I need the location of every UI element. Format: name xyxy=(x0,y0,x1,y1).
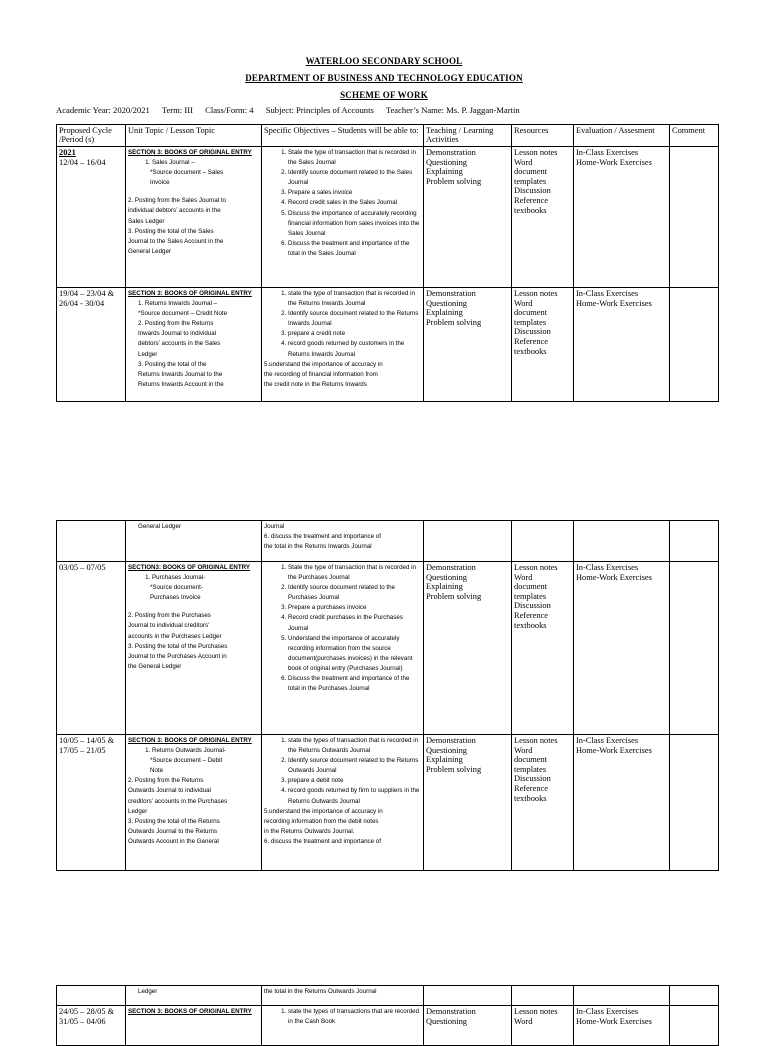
table-row xyxy=(57,735,719,871)
objectives-cell: Journal 6. discuss the treatment and importance of the total in the Returns Inwards Journal xyxy=(262,521,424,562)
activities-cell: Demonstration Questioning Explaining Problem solving xyxy=(424,288,512,402)
topic-cell: SECTION3: BOOKS OF ORIGINAL ENTRY 1. Purchases Journal- *Source document- Purchases Invoice 2. Posting from the Purchases Journal to individual creditors’ accounts in the Purchases Ledger 3. Posting the total of the Purchases Journal to the Purchases Account in the General Ledger xyxy=(126,562,262,735)
academic-year: Academic Year: 2020/2021 xyxy=(56,105,150,115)
section-title: SECTION 3: BOOKS OF ORIGINAL ENTRY xyxy=(128,1008,252,1015)
term: Term: III xyxy=(161,105,193,115)
period-cell xyxy=(57,521,126,562)
scheme-table-page-1 xyxy=(56,124,719,402)
evaluation-cell: In-Class Exercises Home-Work Exercises xyxy=(574,288,670,402)
period-cell xyxy=(57,147,126,288)
period-cell: 19/04 – 23/04 & 26/04 - 30/04 xyxy=(57,288,126,402)
year: 2021 xyxy=(59,148,76,157)
resources-cell xyxy=(512,521,574,562)
scheme-table-page-2 xyxy=(56,520,719,871)
section-title: SECTION 3: BOOKS OF ORIGINAL ENTRY xyxy=(128,149,252,156)
meta-line xyxy=(56,105,530,115)
table-row xyxy=(57,288,719,402)
resources-cell: Lesson notes Word document templates Discussion Reference textbooks xyxy=(512,562,574,735)
evaluation-cell xyxy=(574,521,670,562)
class-form: Class/Form: 4 xyxy=(205,105,254,115)
evaluation-cell: In-Class Exercises Home-Work Exercises xyxy=(574,562,670,735)
resources-cell: Lesson notes Word xyxy=(512,1006,574,1046)
col-header-topic: Unit Topic / Lesson Topic xyxy=(126,125,262,147)
period: 12/04 – 16/04 xyxy=(59,157,106,167)
evaluation-cell xyxy=(574,986,670,1006)
objectives-cell: 1. State the type of transaction that is recorded in the Purchases Journal 2. Identify source document related to the Purchases Journal 3. Prepare a purchases invoice 4. Record credit purchases in the Purchases Journal 5. Understand the importance of accurately recording information from the source document(purchases invoices) in the relevant book of original entry (Purchases Journal) 6. Discuss the treatment and importance of the total in the Purchases Journal xyxy=(262,562,424,735)
table-row xyxy=(57,521,719,562)
resources-cell: Lesson notes Word document templates Discussion Reference textbooks xyxy=(512,735,574,871)
topic-cell xyxy=(126,1006,262,1046)
comment-cell xyxy=(670,735,719,871)
activities-cell: Demonstration Questioning xyxy=(424,1006,512,1046)
objectives-cell: 1. state the types of transaction that is recorded in the Returns Outwards Journal 2. Identify source document related to the Returns Outwards Journal 3. prepare a debit note 4. record goods returned by firm to suppliers in the Returns Outwards Journal 5.understand the importance of accuracy in recording information from the debit notes in the Returns Outwards Journal. 6. discuss the treatment and importance of xyxy=(262,735,424,871)
comment-cell xyxy=(670,986,719,1006)
scheme-table-page-3 xyxy=(56,985,719,1046)
section-title: SECTION 3: BOOKS OF ORIGINAL ENTRY xyxy=(128,737,252,744)
comment-cell xyxy=(670,147,719,288)
table-row xyxy=(57,1006,719,1046)
table-row xyxy=(57,986,719,1006)
evaluation-cell: In-Class Exercises Home-Work Exercises xyxy=(574,147,670,288)
topic-cell: Ledger xyxy=(126,986,262,1006)
comment-cell xyxy=(670,562,719,735)
col-header-evaluation: Evaluation / Assesment xyxy=(574,125,670,147)
comment-cell xyxy=(670,1006,719,1046)
teacher-name: Teacher’s Name: Ms. P. Jaggan-Martin xyxy=(385,105,520,115)
activities-cell xyxy=(424,986,512,1006)
school-name: WATERLOO SECONDARY SCHOOL xyxy=(305,56,463,66)
col-header-activities: Teaching / Learning Activities xyxy=(424,125,512,147)
topic-cell: SECTION 3: BOOKS OF ORIGINAL ENTRY 1. Returns Inwards Journal – *Source document – Credit Note 2. Posting from the Returns Inwards Journal to individual debtors’ accounts in the Sales Ledger 3. Posting the total of the Returns Inwards Journal to the Returns Inwards Account in the xyxy=(126,288,262,402)
activities-cell: Demonstration Questioning Explaining Problem solving xyxy=(424,147,512,288)
comment-cell xyxy=(670,288,719,402)
objectives-cell: the total in the Returns Outwards Journal xyxy=(262,986,424,1006)
subject: Subject: Principles of Accounts xyxy=(265,105,374,115)
topic-item: 1. Sales Journal – xyxy=(152,158,259,168)
objectives-cell: 1. state the types of transactions that are recorded in the Cash Book xyxy=(262,1006,424,1046)
period-cell: 10/05 – 14/05 & 17/05 – 21/05 xyxy=(57,735,126,871)
section-title: SECTION3: BOOKS OF ORIGINAL ENTRY xyxy=(128,564,251,571)
col-header-comment: Comment xyxy=(670,125,719,147)
resources-cell: Lesson notes Word document templates Discussion Reference textbooks xyxy=(512,288,574,402)
section-title: SECTION 3: BOOKS OF ORIGINAL ENTRY xyxy=(128,290,252,297)
period-cell: 24/05 – 28/05 & 31/05 – 04/06 xyxy=(57,1006,126,1046)
resources-cell: Lesson notes Word document templates Discussion Reference textbooks xyxy=(512,147,574,288)
topic-cell: SECTION 3: BOOKS OF ORIGINAL ENTRY 1. Sales Journal – *Source document – Sales Invoice 2. Posting from the Sales Journal to individual debtors’ accounts in the Sales Ledger 3. Posting the total of the Sales Journal to the Sales Account in the General Ledger xyxy=(126,147,262,288)
table-row xyxy=(57,562,719,735)
objectives-cell: 1. State the type of transaction that is recorded in the Sales Journal 2. Identify source document related to the Sales Journal 3. Prepare a sales invoice 4. Record credit sales in the Sales Journal 5. Discuss the importance of accurately recording financial information from sales invoices into the Sales Journal 6. Discuss the treatment and importance of the total in the Sales Journal xyxy=(262,147,424,288)
document-title: SCHEME OF WORK xyxy=(340,90,428,100)
col-header-resources: Resources xyxy=(512,125,574,147)
period-cell: 03/05 – 07/05 xyxy=(57,562,126,735)
evaluation-cell: In-Class Exercises Home-Work Exercises xyxy=(574,1006,670,1046)
comment-cell xyxy=(670,521,719,562)
col-header-period: Proposed Cycle /Period (s) xyxy=(57,125,126,147)
evaluation-cell: In-Class Exercises Home-Work Exercises xyxy=(574,735,670,871)
topic-cell: SECTION 3: BOOKS OF ORIGINAL ENTRY 1. Returns Outwards Journal- *Source document – Debit Note 2. Posting from the Returns Outwards Journal to individual creditors’ accounts in the Purchases Ledger 3. Posting the total of the Returns Outwards Journal to the Returns Outwards Account in the General xyxy=(126,735,262,871)
activities-cell: Demonstration Questioning Explaining Problem solving xyxy=(424,735,512,871)
department-name: DEPARTMENT OF BUSINESS AND TECHNOLOGY EDUCATION xyxy=(245,73,523,83)
col-header-objectives: Specific Objectives – Students will be able to: xyxy=(262,125,424,147)
period-cell xyxy=(57,986,126,1006)
topic-cell: General Ledger xyxy=(126,521,262,562)
resources-cell xyxy=(512,986,574,1006)
objectives-cell: 1. state the type of transaction that is recorded in the Returns Inwards Journal 2. Identify source document related to the Returns Inwards Journal 3. prepare a credit note 4. record goods returned by customers in the Returns Inwards Journal 5.understand the importance of accuracy in the recording of financial information from the credit note in the Returns Inwards xyxy=(262,288,424,402)
activities-cell xyxy=(424,521,512,562)
activities-cell: Demonstration Questioning Explaining Problem solving xyxy=(424,562,512,735)
table-row xyxy=(57,147,719,288)
